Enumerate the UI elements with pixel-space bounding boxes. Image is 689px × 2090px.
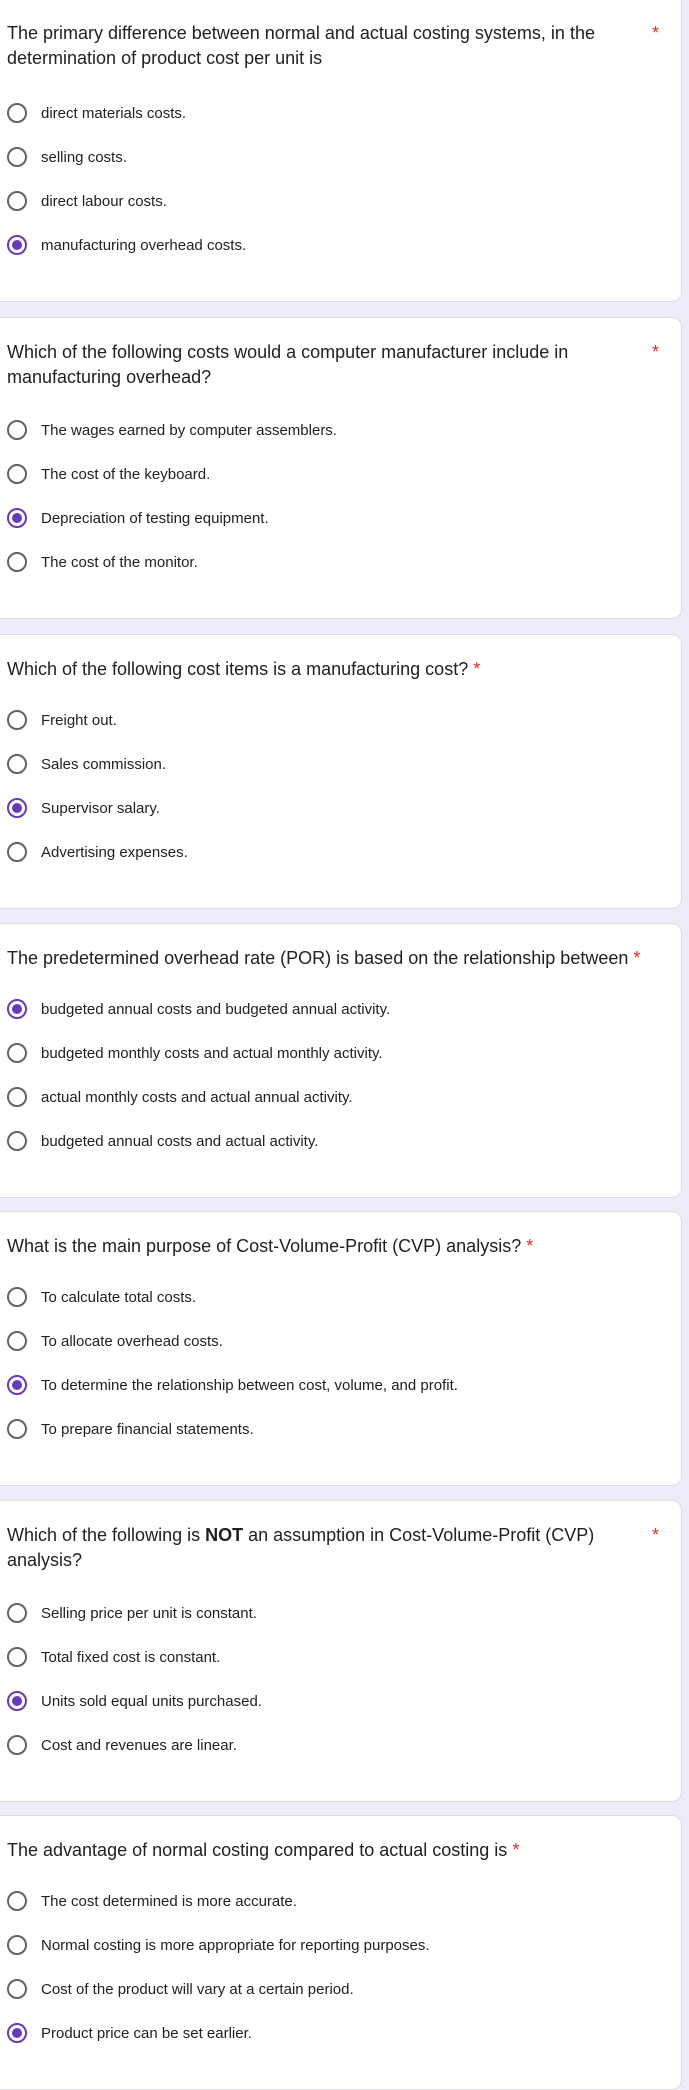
- option-label: Selling price per unit is constant.: [41, 1604, 257, 1622]
- option-label: The cost of the keyboard.: [41, 465, 211, 483]
- option-wages-computer-assemblers[interactable]: [7, 416, 337, 444]
- option-label: Supervisor salary.: [41, 799, 160, 817]
- option-supervisor-salary[interactable]: [7, 794, 160, 822]
- option-determine-relationship[interactable]: [7, 1371, 458, 1399]
- question-title: What is the main purpose of Cost-Volume-Profit (CVP) analysis? *: [7, 1236, 534, 1256]
- radio-button-selected[interactable]: [7, 1691, 27, 1711]
- option-label: Advertising expenses.: [41, 843, 188, 861]
- option-label: Freight out.: [41, 711, 117, 729]
- option-selling-price-constant[interactable]: [7, 1599, 257, 1627]
- radio-button[interactable]: [7, 1331, 27, 1351]
- option-label: budgeted monthly costs and actual monthly activity.: [41, 1044, 383, 1062]
- question-title: The advantage of normal costing compared to actual costing is *: [7, 1840, 520, 1860]
- option-label: budgeted annual costs and actual activity.: [41, 1132, 319, 1150]
- option-cost-of-keyboard[interactable]: [7, 460, 210, 488]
- option-normal-costing-reporting[interactable]: [7, 1931, 430, 1959]
- question-card-3: [0, 634, 682, 909]
- option-label: budgeted annual costs and budgeted annual activity.: [41, 1000, 391, 1018]
- question-card-4: [0, 923, 682, 1198]
- radio-button-selected[interactable]: [7, 235, 27, 255]
- option-label: The cost of the monitor.: [41, 553, 198, 571]
- option-direct-materials-costs[interactable]: [7, 99, 186, 127]
- radio-button[interactable]: [7, 1735, 27, 1755]
- option-selling-costs[interactable]: [7, 143, 127, 171]
- option-depreciation-testing-equipment[interactable]: [7, 504, 269, 532]
- option-cost-more-accurate[interactable]: [7, 1887, 297, 1915]
- option-direct-labour-costs[interactable]: [7, 187, 167, 215]
- option-label: To determine the relationship between cost, volume, and profit.: [41, 1376, 458, 1394]
- radio-button[interactable]: [7, 1647, 27, 1667]
- question-title: Which of the following costs would a computer manufacturer include in manufacturing overhead?: [7, 342, 569, 387]
- option-budgeted-monthly-actual-monthly[interactable]: [7, 1039, 383, 1067]
- radio-button[interactable]: [7, 464, 27, 484]
- question-title: The predetermined overhead rate (POR) is based on the relationship between *: [7, 948, 641, 968]
- option-allocate-overhead-costs[interactable]: [7, 1327, 223, 1355]
- radio-button[interactable]: [7, 1043, 27, 1063]
- radio-button-selected[interactable]: [7, 2023, 27, 2043]
- radio-button[interactable]: [7, 147, 27, 167]
- option-label: Product price can be set earlier.: [41, 2024, 252, 2042]
- radio-button[interactable]: [7, 1087, 27, 1107]
- radio-button[interactable]: [7, 1935, 27, 1955]
- option-label: Normal costing is more appropriate for reporting purposes.: [41, 1936, 430, 1954]
- question-title: Which of the following cost items is a manufacturing cost? *: [7, 659, 481, 679]
- option-label: Depreciation of testing equipment.: [41, 509, 269, 527]
- option-budgeted-annual-actual-activity[interactable]: [7, 1127, 318, 1155]
- required-asterisk: *: [651, 342, 659, 362]
- option-budgeted-annual-budgeted-annual[interactable]: [7, 995, 390, 1023]
- option-label: direct materials costs.: [41, 104, 187, 122]
- radio-button[interactable]: [7, 191, 27, 211]
- question-card-7: [0, 1815, 682, 2090]
- radio-button[interactable]: [7, 710, 27, 730]
- radio-button[interactable]: [7, 1419, 27, 1439]
- option-label: direct labour costs.: [41, 192, 167, 210]
- radio-button[interactable]: [7, 103, 27, 123]
- radio-button[interactable]: [7, 552, 27, 572]
- option-price-set-earlier[interactable]: [7, 2019, 252, 2047]
- option-cost-revenues-linear[interactable]: [7, 1731, 237, 1759]
- option-advertising-expenses[interactable]: [7, 838, 188, 866]
- radio-button[interactable]: [7, 1287, 27, 1307]
- emphasis-not: NOT: [205, 1525, 244, 1545]
- option-label: Units sold equal units purchased.: [41, 1692, 262, 1710]
- required-asterisk: *: [633, 948, 641, 968]
- option-prepare-financial-statements[interactable]: [7, 1415, 254, 1443]
- option-actual-monthly-actual-annual[interactable]: [7, 1083, 353, 1111]
- radio-button[interactable]: [7, 1603, 27, 1623]
- required-asterisk: *: [473, 659, 481, 679]
- option-label: Cost of the product will vary at a certain period.: [41, 1980, 354, 1998]
- option-calculate-total-costs[interactable]: [7, 1283, 196, 1311]
- radio-button[interactable]: [7, 1979, 27, 1999]
- radio-button[interactable]: [7, 754, 27, 774]
- question-title: Which of the following is NOT an assumption in Cost-Volume-Profit (CVP) analysis?: [7, 1525, 595, 1570]
- radio-button-selected[interactable]: [7, 999, 27, 1019]
- radio-button-selected[interactable]: [7, 508, 27, 528]
- option-cost-of-monitor[interactable]: [7, 548, 198, 576]
- radio-button-selected[interactable]: [7, 798, 27, 818]
- option-label: manufacturing overhead costs.: [41, 236, 247, 254]
- option-cost-will-vary[interactable]: [7, 1975, 354, 2003]
- question-card-1: [0, 0, 682, 302]
- option-manufacturing-overhead-costs[interactable]: [7, 231, 246, 259]
- option-units-sold-equal-purchased[interactable]: [7, 1687, 262, 1715]
- option-total-fixed-cost-constant[interactable]: [7, 1643, 220, 1671]
- radio-button[interactable]: [7, 1891, 27, 1911]
- option-label: selling costs.: [41, 148, 127, 166]
- required-asterisk: *: [512, 1840, 520, 1860]
- question-card-6: [0, 1500, 682, 1802]
- radio-button-selected[interactable]: [7, 1375, 27, 1395]
- radio-button[interactable]: [7, 842, 27, 862]
- question-card-2: [0, 317, 682, 619]
- option-label: To calculate total costs.: [41, 1288, 197, 1306]
- option-freight-out[interactable]: [7, 706, 117, 734]
- option-label: To prepare financial statements.: [41, 1420, 254, 1438]
- option-label: The wages earned by computer assemblers.: [41, 421, 337, 439]
- option-label: actual monthly costs and actual annual activity.: [41, 1088, 353, 1106]
- option-label: Sales commission.: [41, 755, 167, 773]
- option-label: The cost determined is more accurate.: [41, 1892, 297, 1910]
- required-asterisk: *: [526, 1236, 534, 1256]
- required-asterisk: *: [651, 1525, 659, 1545]
- option-label: Total fixed cost is constant.: [41, 1648, 221, 1666]
- radio-button[interactable]: [7, 1131, 27, 1151]
- option-sales-commission[interactable]: [7, 750, 166, 778]
- option-label: To allocate overhead costs.: [41, 1332, 223, 1350]
- required-asterisk: *: [651, 23, 659, 43]
- option-label: Cost and revenues are linear.: [41, 1736, 237, 1754]
- question-card-5: [0, 1211, 682, 1486]
- question-title: The primary difference between normal and actual costing systems, in the determination of product cost per unit is: [7, 23, 595, 68]
- radio-button[interactable]: [7, 420, 27, 440]
